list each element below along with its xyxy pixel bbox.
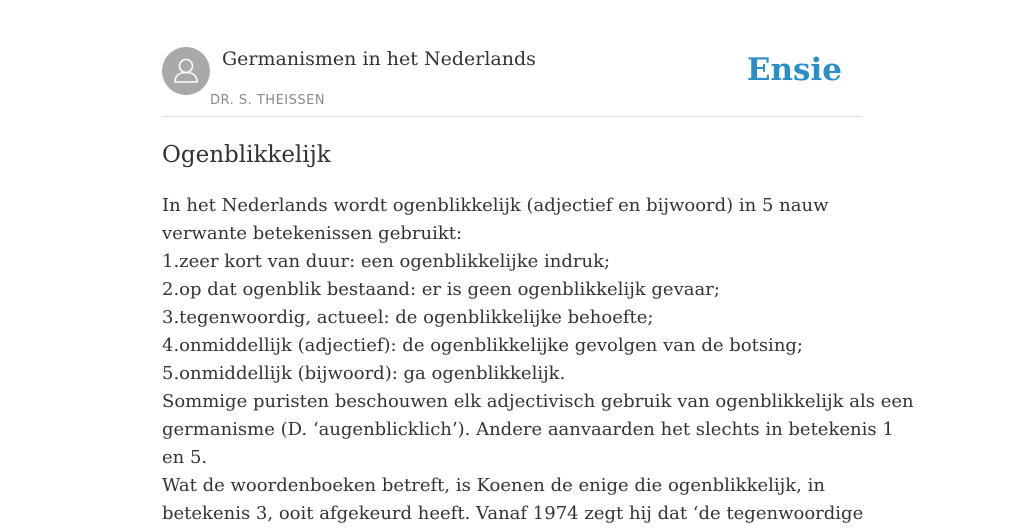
header [162, 47, 862, 117]
list-item: 1.zeer kort van duur: een ogenblikkelijke indruk; [162, 251, 611, 272]
body-line: verwante betekenissen gebruikt: [162, 223, 463, 244]
list-item: 3.tegenwoordig, actueel: de ogenblikkelijke behoefte; [162, 307, 654, 328]
list-item: 4.onmiddellijk (adjectief): de ogenblikkelijke gevolgen van de botsing; [162, 335, 803, 356]
author-name[interactable]: DR. S. THEISSEN [210, 93, 326, 108]
body-line: In het Nederlands wordt ogenblikkelijk (adjectief en bijwoord) in 5 nauw [162, 195, 829, 216]
body-line: Wat de woordenboeken betreft, is Koenen de enige die ogenblikkelijk, in [162, 475, 825, 496]
list-item: 5.onmiddellijk (bijwoord): ga ogenblikkelijk. [162, 363, 566, 384]
author-avatar[interactable] [162, 47, 210, 95]
brand-logo[interactable]: Ensie [746, 52, 842, 88]
user-silhouette-icon [162, 47, 210, 95]
body-line: en 5. [162, 447, 208, 468]
document-title[interactable]: Germanismen in het Nederlands [222, 48, 536, 70]
body-line: betekenis 3, ooit afgekeurd heeft. Vanaf 1974 zegt hij dat ‘de tegenwoordige [162, 503, 864, 524]
article-title: Ogenblikkelijk [162, 142, 331, 168]
list-item: 2.op dat ogenblik bestaand: er is geen ogenblikkelijk gevaar; [162, 279, 720, 300]
body-line: germanisme (D. ‘augenblicklich’). Andere aanvaarden het slechts in betekenis 1 [162, 419, 894, 440]
article-body [162, 192, 914, 528]
body-line: Sommige puristen beschouwen elk adjectivisch gebruik van ogenblikkelijk als een [162, 391, 914, 412]
